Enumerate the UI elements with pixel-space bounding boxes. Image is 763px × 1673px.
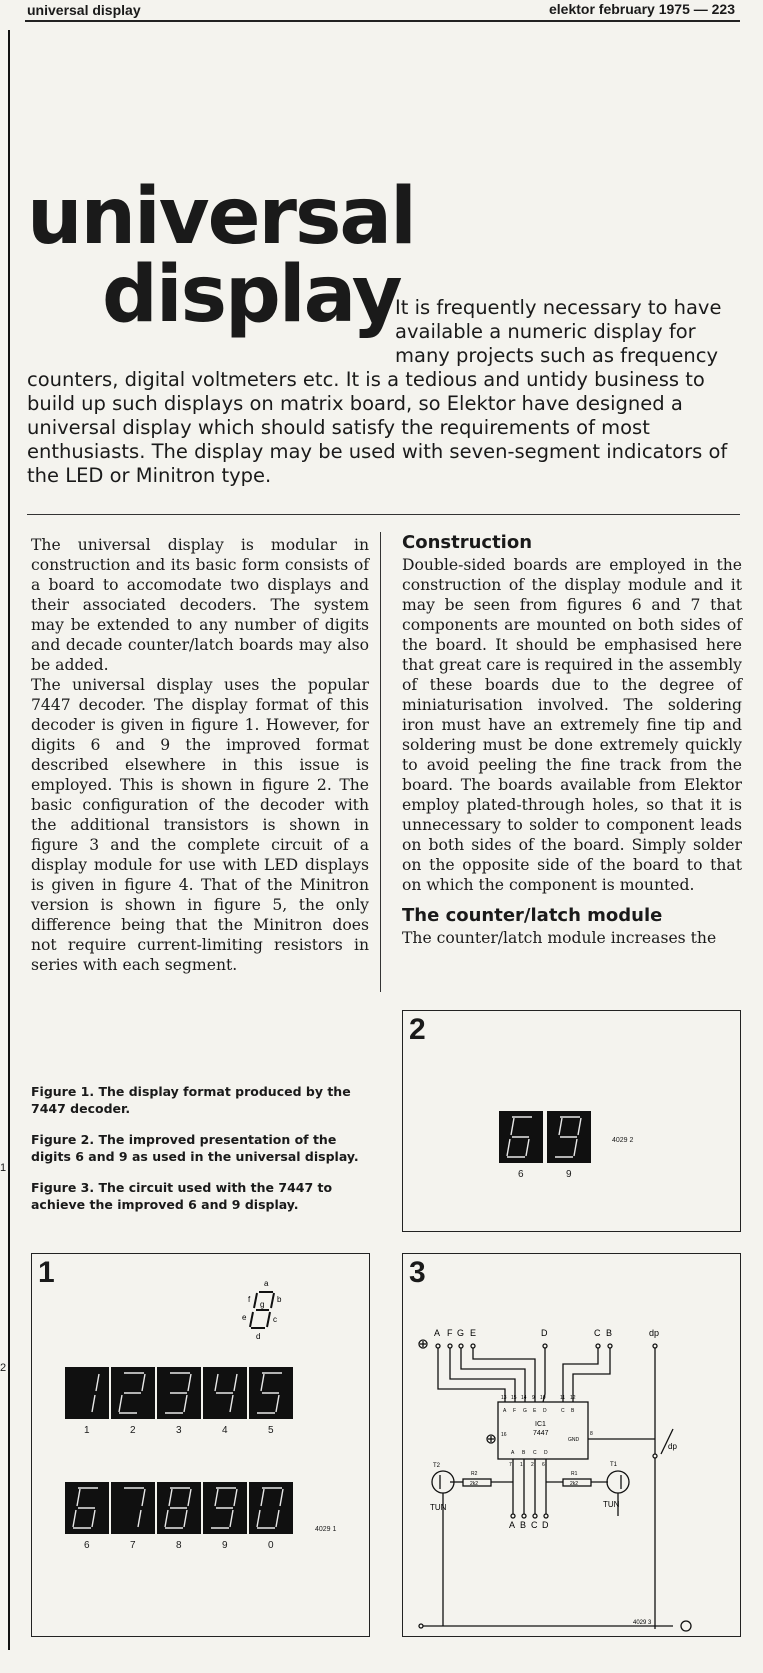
segment-f (215, 1489, 218, 1506)
margin-mark: 2 (0, 1362, 7, 1374)
ic-pin-number: 12 (570, 1395, 576, 1401)
segment-f (559, 1118, 562, 1135)
caption-figure-2: Figure 2. The improved presentation of the digits 6 and 9 as used in the universal display. (31, 1132, 359, 1164)
digit-label: 9 (566, 1169, 572, 1180)
segment-c (184, 1510, 187, 1527)
bottom-input-label: A (509, 1520, 516, 1530)
digit-6-segments (65, 1482, 109, 1534)
figure-code: 4029 1 (315, 1526, 337, 1533)
segment-c (276, 1395, 279, 1412)
figure-number: 3 (409, 1256, 426, 1289)
digit-label: 3 (176, 1425, 182, 1436)
seven-segment-display (547, 1111, 591, 1163)
seven-segment-display (249, 1367, 293, 1419)
figure-1 (31, 1253, 370, 1637)
running-header-section: universal display (27, 2, 141, 18)
segment-b (578, 1118, 581, 1135)
article-title-line1: universal (27, 172, 415, 262)
running-header-issue: elektor february 1975 — 223 (549, 1, 735, 17)
figure-2 (402, 1010, 741, 1232)
segment-key-label: c (273, 1315, 277, 1324)
ic-output-label: A (503, 1408, 507, 1414)
pin-label-f: F (447, 1328, 453, 1338)
segment-c (92, 1395, 95, 1412)
ic-input-pin: 2 (531, 1462, 534, 1468)
ic-pin-number: 10 (540, 1395, 546, 1401)
segment-f (261, 1489, 264, 1506)
bottom-input-label: D (542, 1520, 549, 1530)
figure-3 (402, 1253, 741, 1637)
segment-key-diagram (237, 1276, 297, 1346)
resistor-r1-label: R1 (571, 1471, 578, 1477)
ic-output-label: F (513, 1408, 517, 1414)
margin-mark: 1 (0, 1162, 7, 1174)
segment-c (92, 1510, 95, 1527)
ic-pin-number: 9 (532, 1395, 535, 1401)
ic-input-label: B (522, 1450, 526, 1456)
ic-output-label: G (523, 1408, 527, 1414)
resistor-r2-label: R2 (471, 1471, 478, 1477)
ic-output-label: B (571, 1408, 575, 1414)
seven-segment-display (499, 1111, 543, 1163)
ic-pin16-label: 16 (501, 1432, 507, 1438)
pin-label-g: G (457, 1328, 465, 1338)
segment-c (184, 1395, 187, 1412)
pin-label-d: D (541, 1328, 548, 1338)
bottom-input-label: B (520, 1520, 527, 1530)
body-column-left (31, 535, 369, 975)
seven-segment-display (203, 1367, 247, 1419)
body-column-right (402, 532, 742, 948)
ic-input-label: A (511, 1450, 515, 1456)
construction-paragraph: Double-sided boards are employed in the construction of the display module and it may be seen from figures 6 and 7 that components are mounted on both sides of the board. It should be emphasised here that great care is required in the assembly of these boards due to the degree of miniaturisation involved. The soldering iron must have an extremely fine tip and soldering must be done extremely quickly to avoid peeling the fine track from the board. The boards available from Elektor employ plated-through holes, so that it is unnecessary to solder to component leads on both sides of the board. Simply solder on the opposite side of the board to that on which the component is mounted. (402, 556, 742, 894)
pin-label-dp: dp (649, 1328, 660, 1338)
segment-f (169, 1489, 172, 1506)
ic-pin-number: 15 (511, 1395, 517, 1401)
segment-c (230, 1510, 233, 1527)
figure-captions (31, 1083, 371, 1227)
segment-f (77, 1489, 80, 1506)
ic-type: 7447 (533, 1430, 549, 1437)
construction-heading: Construction (402, 532, 533, 553)
pin-label-b: B (606, 1328, 613, 1338)
counter-latch-paragraph: The counter/latch module increases the (402, 929, 717, 947)
digit-3-segments (157, 1367, 201, 1419)
digit-8-segments (157, 1482, 201, 1534)
ic-output-label: D (543, 1408, 547, 1414)
ic-input-pin: 1 (520, 1462, 523, 1468)
segment-c (526, 1139, 529, 1156)
body-paragraph-2: The universal display uses the popular 7447 decoder. The display format of this decoder is given in figure 1. However, for digits 6 and 9 the improved format described elsewhere in this issue is employed. This is shown in figure 2. The basic configuration of the decoder with the additional transistors is shown in figure 3 and the complete circuit of a display module for use with LED displays is given in figure 4. That of the Minitron version is shown in figure 5, the only difference being that the Minitron does not require current-limiting resistors in series with each segment. (31, 676, 369, 974)
ic-pin-number: 11 (560, 1395, 566, 1401)
digit-0-segments (249, 1482, 293, 1534)
decoder-circuit-schematic (403, 1254, 740, 1636)
digit-4-segments (203, 1367, 247, 1419)
segment-b (96, 1374, 99, 1391)
segment-e (257, 1510, 260, 1527)
transistor-t2-type: TUN (430, 1503, 447, 1512)
ic-input-pin: 7 (509, 1462, 512, 1468)
seven-segment-display (111, 1367, 155, 1419)
body-paragraph-1: The universal display is modular in construction and its basic form consists of a board to accomodate two displays and their associated decoders. The system may be extended to any number of digits and decade counter/latch boards may also be added. (31, 536, 369, 674)
digit-label: 4 (222, 1425, 228, 1436)
segment-f (261, 1374, 264, 1391)
segment-key-label: f (248, 1295, 251, 1304)
segment-key-label: g (260, 1300, 265, 1309)
digit-7-segments (111, 1482, 155, 1534)
digit-label: 2 (130, 1425, 136, 1436)
segment-b (142, 1489, 145, 1506)
caption-figure-3: Figure 3. The circuit used with the 7447 to achieve the improved 6 and 9 display. (31, 1180, 333, 1212)
segment-b (234, 1374, 237, 1391)
segment-b (142, 1374, 145, 1391)
pin-label-c: C (594, 1328, 601, 1338)
transistor-t1-label: T1 (610, 1462, 618, 1468)
segment-key-label: a (264, 1279, 269, 1288)
intro-paragraph-rest: counters, digital voltmeters etc. It is a tedious and untidy business to build up such displays on matrix board, so Elektor have designed a universal display which should satisfy the requirements of most enthusiasts. The display may be used with seven-segment indicators of the LED or Minitron type. (27, 368, 728, 487)
ic-pin-number: 14 (521, 1395, 527, 1401)
pin-label-e: E (470, 1328, 477, 1338)
pin-label-a: A (434, 1328, 441, 1338)
digit-6-segments (499, 1111, 543, 1163)
seven-segment-display (157, 1367, 201, 1419)
transistor-t2-label: T2 (433, 1463, 441, 1469)
segment-f (511, 1118, 514, 1135)
seven-segment-display (65, 1482, 109, 1534)
figure-number: 1 (38, 1256, 55, 1289)
ic-pin8-label: 8 (590, 1431, 593, 1437)
seven-segment-display (111, 1482, 155, 1534)
segment-key-label: b (277, 1295, 282, 1304)
seven-segment-display (157, 1482, 201, 1534)
digit-2-segments (111, 1367, 155, 1419)
digit-9-segments (203, 1482, 247, 1534)
digit-label: 7 (130, 1540, 136, 1551)
segment-key-label: d (256, 1332, 261, 1341)
ic-input-label: C (533, 1450, 537, 1456)
seven-segment-display (203, 1482, 247, 1534)
digit-label: 9 (222, 1540, 228, 1551)
segment-c (276, 1510, 279, 1527)
digit-label: 5 (268, 1425, 274, 1436)
digit-label: 6 (518, 1169, 524, 1180)
segment-c (574, 1139, 577, 1156)
column-divider (380, 532, 381, 992)
switch-dp-label: dp (668, 1442, 677, 1451)
ic-output-label: E (533, 1408, 537, 1414)
intro-rule (27, 514, 740, 515)
resistor-r2-value: 2k2 (470, 1481, 479, 1487)
ic-input-pin: 6 (542, 1462, 545, 1468)
figure-code: 4029 3 (633, 1620, 652, 1626)
segment-e (507, 1139, 510, 1156)
segment-b (188, 1374, 191, 1391)
header-rule (25, 20, 740, 22)
caption-figure-1: Figure 1. The display format produced by the 7447 decoder. (31, 1084, 351, 1116)
digit-label: 0 (268, 1540, 274, 1551)
figure-code: 4029 2 (612, 1137, 634, 1144)
ic-pin-number: 13 (501, 1395, 507, 1401)
segment-b (234, 1489, 237, 1506)
segment-e (73, 1510, 76, 1527)
segment-e (119, 1395, 122, 1412)
seven-segment-display (249, 1482, 293, 1534)
digit-9-segments (547, 1111, 591, 1163)
digit-label: 6 (84, 1540, 90, 1551)
segment-key-label: e (242, 1313, 247, 1322)
segment-c (230, 1395, 233, 1412)
segment-c (138, 1510, 141, 1527)
article-title-line2: display (102, 250, 401, 340)
resistor-r1-value: 2k2 (570, 1481, 579, 1487)
digit-label: 8 (176, 1540, 182, 1551)
transistor-t1-type: TUN (603, 1500, 620, 1509)
segment-e (165, 1510, 168, 1527)
ic-input-label: D (544, 1450, 548, 1456)
ic-gnd-label: GND (568, 1437, 580, 1443)
segment-b (188, 1489, 191, 1506)
digit-1-segments (65, 1367, 109, 1419)
digit-label: 1 (84, 1425, 90, 1436)
ic-output-label: C (561, 1408, 565, 1414)
bottom-input-label: C (531, 1520, 538, 1530)
ic-name: IC1 (535, 1421, 546, 1428)
intro-paragraph-start: It is frequently necessary to have available a numeric display for many projects such as frequency (395, 296, 722, 367)
digit-5-segments (249, 1367, 293, 1419)
segment-b (280, 1489, 283, 1506)
counter-latch-heading: The counter/latch module (402, 905, 663, 926)
seven-segment-display (65, 1367, 109, 1419)
figure-number: 2 (409, 1013, 426, 1046)
segment-f (215, 1374, 218, 1391)
page-margin-line (8, 30, 10, 1650)
